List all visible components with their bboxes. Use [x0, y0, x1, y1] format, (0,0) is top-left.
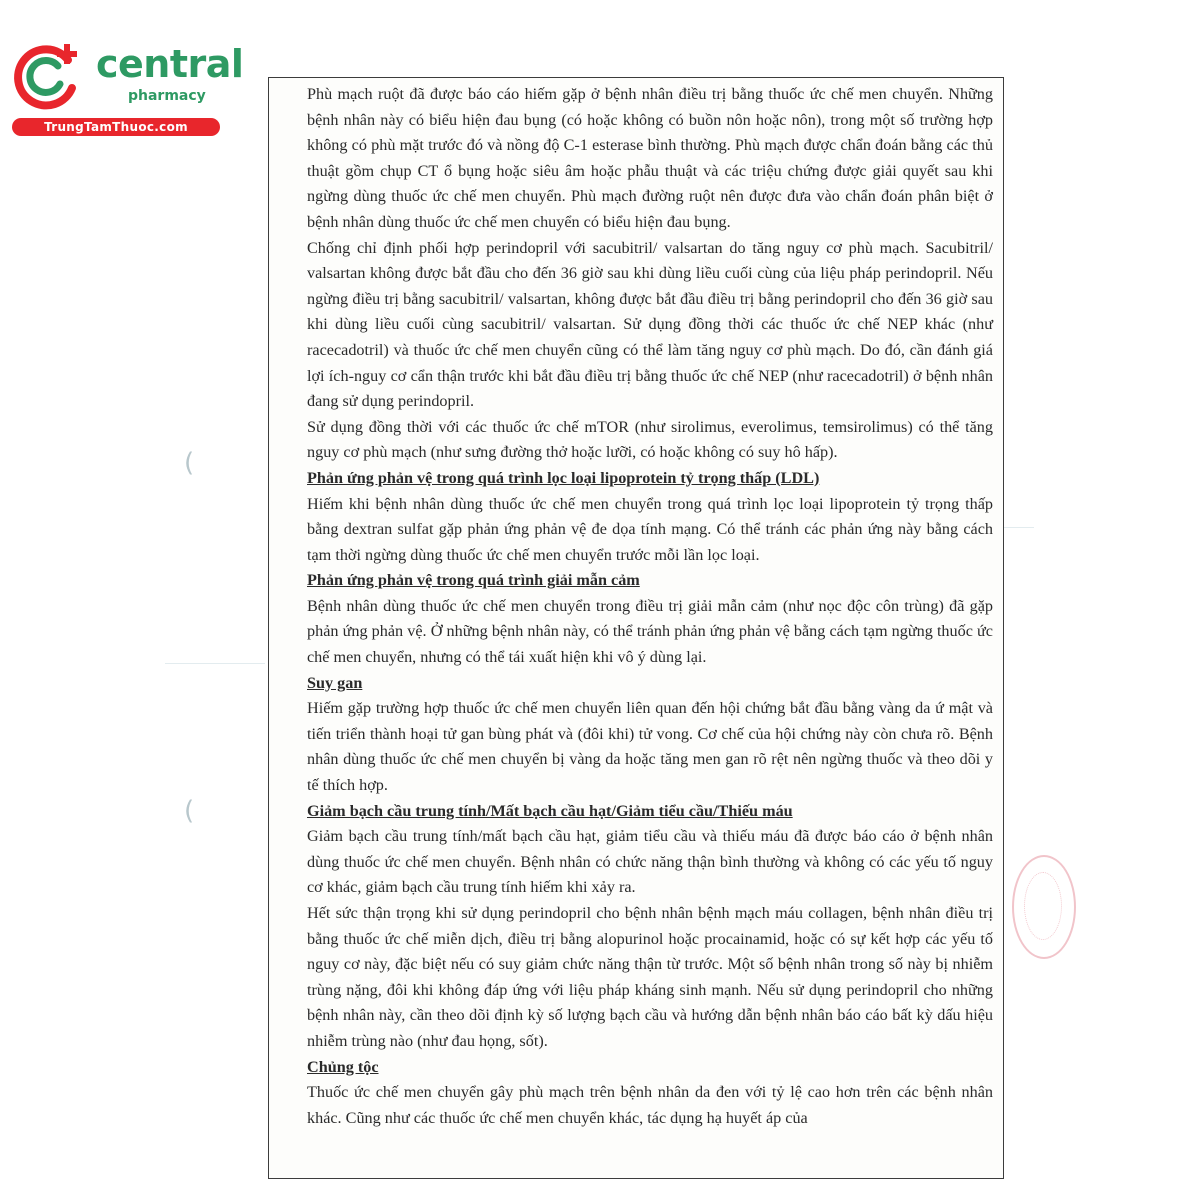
document-page	[268, 77, 1004, 1179]
paragraph: Chống chỉ định phối hợp perindopril với sacubitril/ valsartan do tăng nguy cơ phù mạch. Sacubitril/ valsartan không được bắt đầu cho đến 36 giờ sau khi dùng liều cuối cùng của liệu pháp perindopril. Nếu ngừng điều trị bằng sacubitril/ valsartan, không được bắt đầu điều trị bằng perindopril cho đến 36 giờ sau khi dùng liều cuối cùng sacubitril/ valsartan. Sử dụng đồng thời các thuốc ức chế NEP khác (như racecadotril) và thuốc ức chế men chuyển cũng có thể làm tăng nguy cơ phù mạch. Do đó, cần đánh giá lợi ích-nguy cơ cẩn thận trước khi bắt đầu điều trị bằng thuốc ức chế NEP (như racecadotril) ở bệnh nhân đang sử dụng perindopril.	[307, 238, 993, 411]
section-heading: Phản ứng phản vệ trong quá trình lọc loại lipoprotein tỷ trọng thấp (LDL)	[307, 468, 820, 487]
punch-hole-mark: (	[184, 796, 195, 826]
pharmacy-cross-logo-icon	[10, 38, 84, 112]
website-badge[interactable]: TrungTamThuoc.com	[12, 118, 220, 136]
paragraph: Phù mạch ruột đã được báo cáo hiếm gặp ở bệnh nhân điều trị bằng thuốc ức chế men chuyển. Những bệnh nhân này có biểu hiện đau bụng (có hoặc không có buồn nôn hoặc nôn), trong một số trường hợp không có phù mặt trước đó và nồng độ C-1 esterase bình thường. Phù mạch được chẩn đoán bằng các thủ thuật gồm chụp CT ổ bụng hoặc siêu âm hoặc phẫu thuật và các triệu chứng được giải quyết sau khi ngừng dùng thuốc ức chế men chuyển. Phù mạch đường ruột nên được đưa vào chẩn đoán phân biệt ở bệnh nhân dùng thuốc ức chế men chuyển có biểu hiện đau bụng.	[307, 85, 993, 231]
paragraph: Bệnh nhân dùng thuốc ức chế men chuyển trong điều trị giải mẫn cảm (như nọc độc côn trùng) đã gặp phản ứng phản vệ. Ở những bệnh nhân này, có thể tránh phản ứng phản vệ bằng cách tạm ngừng thuốc ức chế men chuyển, nhưng có thể tái xuất hiện khi vô ý dùng lại.	[307, 596, 993, 667]
paragraph: Giảm bạch cầu trung tính/mất bạch cầu hạt, giảm tiểu cầu và thiếu máu đã được báo cáo ở bệnh nhân dùng thuốc ức chế men chuyển. Bệnh nhân có chức năng thận bình thường và không có các yếu tố nguy cơ khác, giảm bạch cầu trung tính hiếm khi xảy ra.	[307, 827, 993, 897]
red-seal-stamp-inner	[1024, 872, 1062, 940]
brand-name: central	[96, 42, 244, 86]
section-heading: Suy gan	[307, 673, 363, 692]
paragraph: Sử dụng đồng thời với các thuốc ức chế mTOR (như sirolimus, everolimus, temsirolimus) có thể tăng nguy cơ phù mạch (như sưng đường thở hoặc lưỡi, có hoặc không có suy hô hấp).	[307, 417, 993, 462]
central-pharmacy-logo[interactable]	[10, 38, 244, 138]
paragraph: Hiếm khi bệnh nhân dùng thuốc ức chế men chuyển trong quá trình lọc loại lipoprotein tỷ trọng thấp bằng dextran sulfat gặp phản ứng phản vệ đe dọa tính mạng. Có thể tránh các phản ứng này bằng cách tạm thời ngừng dùng thuốc ức chế men chuyển trước mỗi lần lọc loại.	[307, 494, 993, 564]
scan-line	[1004, 527, 1034, 528]
punch-hole-mark: (	[184, 448, 195, 478]
brand-subtitle: pharmacy	[128, 88, 206, 104]
section-heading: Chủng tộc	[307, 1057, 379, 1076]
scan-line	[165, 663, 265, 664]
paragraph: Hiếm gặp trường hợp thuốc ức chế men chuyển liên quan đến hội chứng bắt đầu bằng vàng da ứ mật và tiến triển thành hoại tử gan bùng phát và (đôi khi) tử vong. Cơ chế của hội chứng này còn chưa rõ. Bệnh nhân dùng thuốc ức chế men chuyển bị vàng da hoặc tăng men gan rõ rệt nên ngừng thuốc và theo dõi y tế thích hợp.	[307, 699, 993, 795]
section-heading: Phản ứng phản vệ trong quá trình giải mẫn cảm	[307, 571, 640, 590]
paragraph: Thuốc ức chế men chuyển gây phù mạch trên bệnh nhân da đen với tỷ lệ cao hơn trên các bệnh nhân khác. Cũng như các thuốc ức chế men chuyển khác, tác dụng hạ huyết áp của	[307, 1083, 993, 1127]
document-body	[307, 82, 993, 1131]
paragraph: Hết sức thận trọng khi sử dụng perindopril cho bệnh nhân bệnh mạch máu collagen, bệnh nhân điều trị bằng thuốc ức chế miễn dịch, điều trị bằng alopurinol hoặc procainamid, hoặc có sự kết hợp các yếu tố nguy cơ này, đặc biệt nếu có suy giảm chức năng thận từ trước. Một số bệnh nhân trong số này bị nhiễm trùng nặng, đôi khi không đáp ứng với liệu pháp kháng sinh mạnh. Nếu sử dụng perindopril cho những bệnh nhân này, cần theo dõi định kỳ số lượng bạch cầu và hướng dẫn bệnh nhân báo cáo bất kỳ dấu hiệu nhiễm trùng nào (như đau họng, sốt).	[307, 904, 993, 1050]
section-heading: Giảm bạch cầu trung tính/Mất bạch cầu hạt/Giảm tiểu cầu/Thiếu máu	[307, 801, 793, 820]
